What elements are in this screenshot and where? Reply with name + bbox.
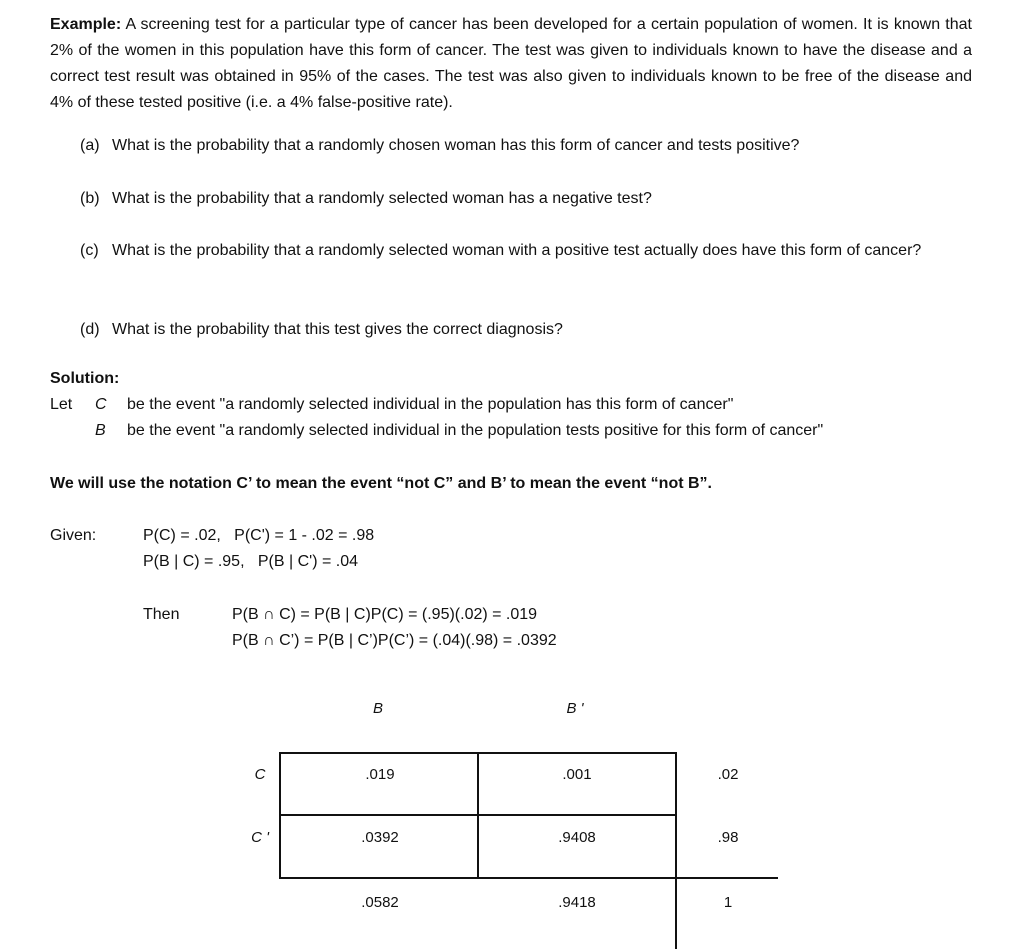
question-text: What is the probability that a randomly selected woman has a negative test? [112, 190, 652, 207]
grand-total: 1 [723, 894, 733, 911]
question-label: (b) [80, 190, 100, 207]
cell-b-and-c: .019 [365, 766, 395, 783]
question-label: (a) [80, 137, 100, 154]
row-header-c-prime: C ' [251, 829, 269, 846]
event-symbol-b: B [95, 422, 106, 439]
then-line-2: P(B ∩ C’) = P(B | C’)P(C’) = (.04)(.98) = .0392 [232, 632, 557, 649]
table-border-left [279, 752, 281, 879]
question-label: (d) [80, 321, 100, 338]
col-total-b: .0582 [361, 894, 399, 911]
row-total-c-prime: .98 [717, 829, 739, 846]
row-header-c: C [254, 766, 266, 783]
question-text: What is the probability that a randomly chosen woman has this form of cancer and tests positive? [112, 137, 800, 154]
example-text: A screening test for a particular type of cancer has been developed for a certain population of women. It is known that 2% of the women in this population have this form of cancer. The test was given to individuals known to have the disease and a correct test result was obtained in 95% of the cases. The test was also given to individuals known to be free of the disease and 4% of these tested positive (i.e. a 4% false-positive rate). [50, 16, 972, 111]
table-border-right [675, 752, 677, 949]
col-header-b-prime: B ' [566, 700, 584, 717]
event-symbol-c: C [95, 396, 107, 413]
cell-b-prime-and-c: .001 [562, 766, 592, 783]
question-text: What is the probability that a randomly selected woman with a positive test actually does have this form of cancer? [112, 242, 922, 259]
col-total-b-prime: .9418 [558, 894, 596, 911]
solution-heading: Solution: [50, 370, 120, 387]
notation-statement: We will use the notation C’ to mean the event “not C” and B’ to mean the event “not B”. [50, 475, 712, 492]
given-line-2: P(B | C) = .95, P(B | C') = .04 [143, 553, 358, 570]
question-label: (c) [80, 242, 99, 259]
given-line-1: P(C) = .02, P(C') = 1 - .02 = .98 [143, 527, 375, 544]
question-text: What is the probability that this test gives the correct diagnosis? [112, 321, 563, 338]
then-line-1: P(B ∩ C) = P(B | C)P(C) = (.95)(.02) = .019 [232, 606, 538, 623]
then-label: Then [143, 606, 180, 623]
cell-b-prime-and-c-prime: .9408 [558, 829, 596, 846]
table-divider-center [477, 752, 479, 879]
event-definition-c: be the event "a randomly selected individual in the population has this form of cancer" [127, 396, 734, 413]
given-label: Given: [50, 527, 97, 544]
cell-b-and-c-prime: .0392 [361, 829, 399, 846]
col-header-b: B [372, 700, 383, 717]
example-label: Example: [50, 16, 122, 33]
table-border-bottom [279, 877, 778, 879]
event-definition-b: be the event "a randomly selected individual in the population tests positive for this form of cancer" [127, 422, 824, 439]
let-word: Let [50, 396, 73, 413]
row-total-c: .02 [717, 766, 739, 783]
